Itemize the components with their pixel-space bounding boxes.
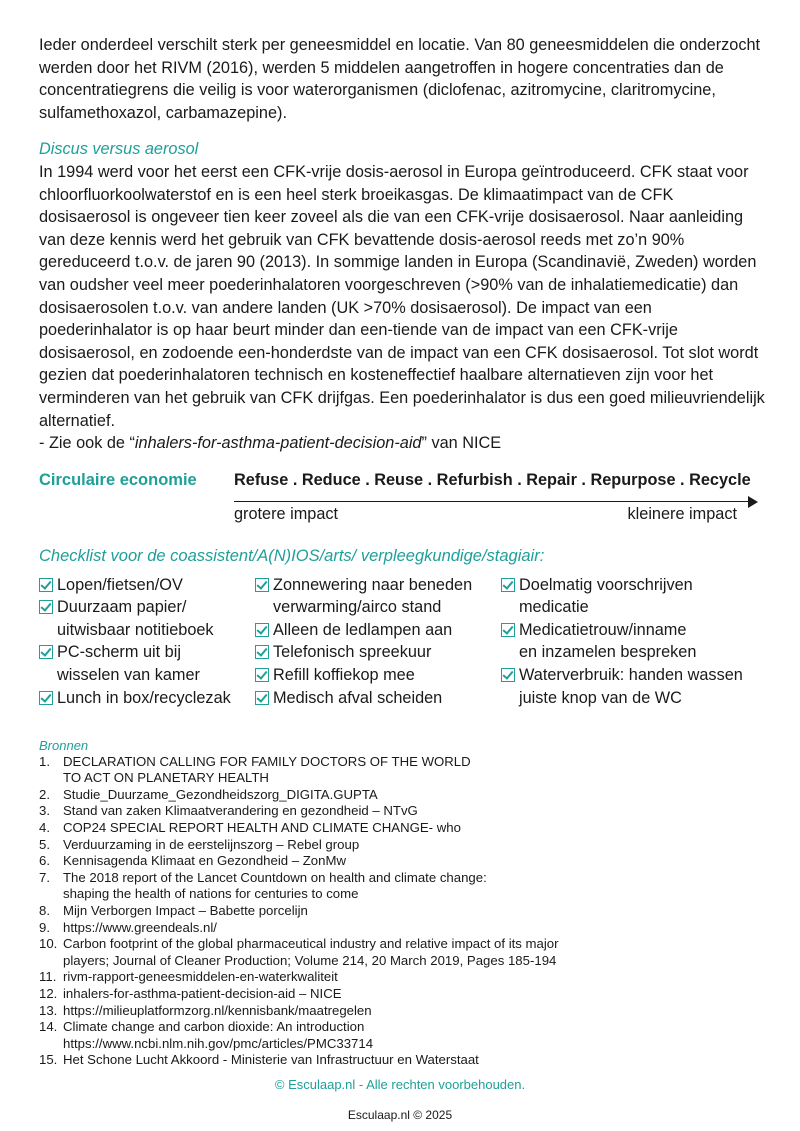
source-item <box>39 969 769 986</box>
source-text: inhalers-for-asthma-patient-decision-aid – NICE <box>63 986 342 1001</box>
see-also-prefix: - Zie ook de “ <box>39 434 135 453</box>
source-number: 2. <box>39 786 50 802</box>
source-item <box>39 1003 769 1020</box>
checklist-item <box>501 664 771 709</box>
checklist-item <box>255 574 500 619</box>
checklist-item-label: Doelmatig voorschrijven medicatie <box>519 575 693 617</box>
copyright-notice: © Esculaap.nl - Alle rechten voorbehouden. <box>274 1077 526 1092</box>
source-item <box>39 986 769 1003</box>
discus-body: In 1994 werd voor het eerst een CFK-vrije dosis-aerosol in Europa geïntroduceerd. CFK staat voor chloorfluorkoolwaterstof en is een heel sterk broeikasgas. De klimaatimpact van de CFK dosisaerosol is ongeveer tien keer zoveel als die van een CFK-vrije dosisaerosol. Naar aanleiding van deze kennis werd het gebruik van CFK bevattende dosis-aerosol reeds met zo’n 90% gereduceerd t.o.v. de jaren 90 (2013). In sommige landen in Europa (Scandinavië, Zweden) worden van oudsher veel meer poederinhalatoren voorgeschreven (>90% van de inhalatiemedicatie) dan dosisaerosolen t.o.v. van andere landen (UK >70% dosisaerosol). De impact van een poederinhalator is op haar beurt minder dan een-tiende van de impact van een CFK-vrije dosisaerosol, en zodoende een-honderdste van de impact van een CFK dosisaerosol. Tot slot wordt gezien dat poederinhalatoren technisch en kosteneffectief haalbare alternatieven zijn voor het verminderen van het gebruik van CFK drijfgas. Een poederinhalator is dus een goed milieuvriendelijk alternatief. <box>39 162 765 430</box>
checklist <box>39 574 769 714</box>
checklist-item <box>39 641 249 686</box>
source-text: https://milieuplatformzorg.nl/kennisbank/maatregelen <box>63 1002 372 1018</box>
source-number: 5. <box>39 836 50 852</box>
source-text: Carbon footprint of the global pharmaceutical industry and relative impact of its major players; Journal of Cleaner Production; Volume 214, 20 March 2019, Pages 185-194 <box>63 936 559 968</box>
source-text: Verduurzaming in de eerstelijnszorg – Rebel group <box>63 836 360 852</box>
checklist-column-3 <box>501 574 771 710</box>
checklist-item-label: Zonnewering naar beneden verwarming/airco stand <box>273 575 473 617</box>
source-item <box>39 820 769 837</box>
source-number: 12. <box>39 986 58 1001</box>
see-also-suffix: ” van NICE <box>421 434 502 453</box>
source-item <box>39 837 769 854</box>
checklist-item-label: Medicatietrouw/inname en inzamelen bespreken <box>519 620 697 662</box>
source-number: 13. <box>39 1002 58 1018</box>
source-item <box>39 870 769 903</box>
checklist-title: Checklist voor de coassistent/A(N)IOS/arts/ verpleegkundige/stagiair: <box>39 546 545 565</box>
checklist-item <box>255 619 500 642</box>
checked-box-icon <box>255 623 269 637</box>
checklist-item-label: Alleen de ledlampen aan <box>273 620 453 639</box>
source-text: Kennisagenda Klimaat en Gezondheid – ZonMw <box>63 853 346 869</box>
checklist-item-label: Lunch in box/recyclezak <box>57 688 231 707</box>
source-text: rivm-rapport-geneesmiddelen-en-waterkwaliteit <box>63 969 338 985</box>
checklist-item-label: Telefonisch spreekuur <box>273 643 432 662</box>
source-number: 7. <box>39 869 50 885</box>
checked-box-icon <box>39 645 53 659</box>
source-item <box>39 903 769 920</box>
source-text: Climate change and carbon dioxide: An introduction https://www.ncbi.nlm.nih.gov/pmc/articles/PMC33714 <box>63 1019 374 1051</box>
checked-box-icon <box>255 668 269 682</box>
source-text: DECLARATION CALLING FOR FAMILY DOCTORS OF THE WORLD TO ACT ON PLANETARY HEALTH <box>63 753 471 786</box>
checked-box-icon <box>255 691 269 705</box>
checked-box-icon <box>501 668 515 682</box>
source-item <box>39 853 769 870</box>
circular-economy <box>39 471 769 541</box>
checklist-item-label: Waterverbruik: handen wassen juiste knop van de WC <box>519 666 743 707</box>
checklist-item <box>39 596 249 641</box>
checklist-item-label: Medisch afval scheiden <box>273 688 443 707</box>
source-number: 8. <box>39 903 50 919</box>
source-text: Stand van zaken Klimaatverandering en gezondheid – NTvG <box>63 803 418 819</box>
checklist-item-label: Refill koffiekop mee <box>273 666 415 685</box>
sources-list <box>39 754 769 1069</box>
source-item <box>39 936 769 969</box>
checklist-item <box>255 641 500 664</box>
source-number: 3. <box>39 803 50 819</box>
source-number: 14. <box>39 1019 58 1035</box>
discus-heading: Discus versus aerosol <box>39 140 199 159</box>
checklist-item <box>255 687 500 710</box>
page-content <box>39 34 769 1069</box>
source-number: 4. <box>39 820 50 836</box>
source-number: 6. <box>39 853 50 869</box>
source-number: 11. <box>39 969 57 985</box>
source-number: 15. <box>39 1052 58 1068</box>
source-item <box>39 787 769 804</box>
checklist-item <box>39 687 249 710</box>
checked-box-icon <box>501 578 515 592</box>
circular-title: Circulaire economie <box>39 470 197 489</box>
checklist-item <box>255 664 500 687</box>
page-footer: Esculaap.nl © 2025 <box>347 1108 453 1122</box>
checklist-item-label: Lopen/fietsen/OV <box>57 575 183 594</box>
source-text: Het Schone Lucht Akkoord - Ministerie van Infrastructuur en Waterstaat <box>63 1052 479 1068</box>
sources-title: Bronnen <box>39 737 89 753</box>
checklist-item <box>501 574 771 619</box>
source-item <box>39 920 769 937</box>
checklist-item-label: PC-scherm uit bij wisselen van kamer <box>57 643 200 685</box>
source-text: Mijn Verborgen Impact – Babette porcelijn <box>63 903 308 919</box>
see-also-link[interactable]: inhalers-for-asthma-patient-decision-aid <box>134 434 422 453</box>
source-item <box>39 1019 769 1052</box>
checklist-item-label: Duurzaam papier/ uitwisbaar notitieboek <box>57 598 214 639</box>
checklist-column-1 <box>39 574 249 710</box>
source-text: COP24 SPECIAL REPORT HEALTH AND CLIMATE CHANGE- who <box>63 820 461 836</box>
source-item <box>39 1052 769 1069</box>
checked-box-icon <box>255 578 269 592</box>
checked-box-icon <box>255 645 269 659</box>
impact-scale-line <box>234 501 748 502</box>
source-item <box>39 803 769 820</box>
impact-left-label: grotere impact <box>234 504 339 523</box>
arrow-right-icon <box>748 496 758 508</box>
source-text: https://www.greendeals.nl/ <box>63 919 217 935</box>
source-text: Studie_Duurzame_Gezondheidszorg_DIGITA.GUPTA <box>63 786 378 802</box>
source-number: 1. <box>39 753 50 769</box>
checklist-column-2 <box>255 574 500 710</box>
source-number: 9. <box>39 919 50 935</box>
checklist-item <box>39 574 249 597</box>
source-number: 10. <box>39 936 58 952</box>
source-text: The 2018 report of the Lancet Countdown on health and climate change: shaping the health of nations for centuries to come <box>63 869 487 902</box>
checklist-item <box>501 619 771 664</box>
checked-box-icon <box>39 691 53 705</box>
checked-box-icon <box>39 600 53 614</box>
intro-paragraph: Ieder onderdeel verschilt sterk per geneesmiddel en locatie. Van 80 geneesmiddelen die onderzocht werden door het RIVM (2016), werden 5 middelen aangetroffen in hogere concentraties dan de concentratiegrens die veilig is voor waterorganismen (diclofenac, azitromycine, claritromycine, sulfamethoxazol, carbamazepine). <box>39 36 761 122</box>
checked-box-icon <box>39 578 53 592</box>
source-item <box>39 754 769 787</box>
impact-right-label: kleinere impact <box>627 504 737 523</box>
see-also-line <box>39 432 769 455</box>
circular-chain: Refuse . Reduce . Reuse . Refurbish . Repair . Repurpose . Recycle <box>234 470 751 489</box>
checked-box-icon <box>501 623 515 637</box>
